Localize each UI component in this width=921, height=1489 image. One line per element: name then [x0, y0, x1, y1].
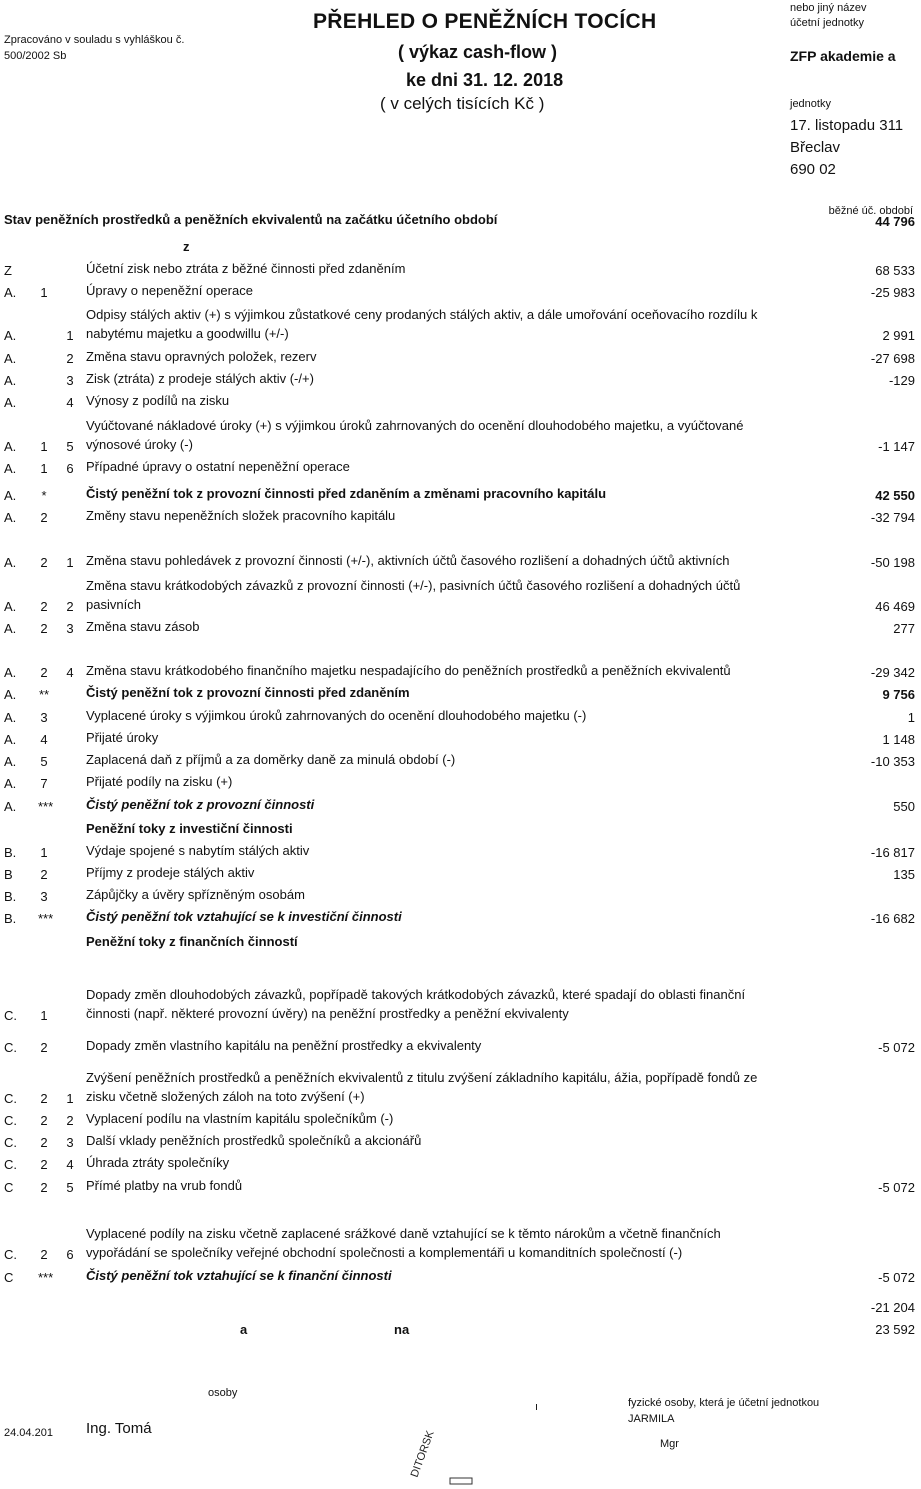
- row-value: 135: [893, 867, 915, 882]
- row-description: Vyplacené úroky s výjimkou úroků zahrnovaných do ocenění dlouhodobého majetku (-): [86, 708, 587, 723]
- row-value: 42 550: [875, 488, 915, 503]
- row-code-level2: 2: [66, 351, 74, 366]
- row-code-letter: A.: [4, 351, 17, 366]
- row-code-level1: 2: [40, 621, 48, 636]
- row-code-level1: 2: [40, 867, 48, 882]
- row-code-level1: 7: [40, 776, 48, 791]
- row-code-letter: A.: [4, 395, 17, 410]
- report-subtitle: ( výkaz cash-flow ): [398, 42, 558, 62]
- footer-right-line1: fyzické osoby, která je účetní jednotkou: [628, 1397, 820, 1409]
- row-value: -50 198: [870, 555, 915, 570]
- row-code-letter: A.: [4, 799, 17, 814]
- row-value: 1: [907, 710, 915, 725]
- row-value: 2 991: [882, 328, 915, 343]
- row-code-letter: A.: [4, 373, 17, 388]
- row-code-letter: A.: [4, 555, 17, 570]
- row-description: Vyúčtované nákladové úroky (+) s výjimkou úroků zahrnovaných do ocenění dlouhodobého majetku, a vyúčtované výnosové úroky (-): [86, 418, 744, 452]
- row-code-level1: 1: [40, 285, 48, 300]
- report-date: ke dni 31. 12. 2018: [406, 70, 564, 90]
- footer-right-line2: JARMILA: [628, 1413, 675, 1425]
- row-code-level1: **: [38, 687, 50, 702]
- row-description: Úpravy o nepeněžní operace: [86, 283, 253, 298]
- row-description: Čistý peněžní tok vztahující se k investiční činnosti: [86, 909, 402, 924]
- row-value: -1 147: [878, 439, 915, 454]
- row-code-level2: 1: [66, 328, 74, 343]
- row-code-level1: ***: [38, 911, 54, 926]
- row-description: Zisk (ztráta) z prodeje stálých aktiv (-/+): [86, 371, 314, 386]
- row-value: -16 817: [870, 845, 915, 860]
- row-code-letter: C: [4, 1180, 14, 1195]
- column-header-current-period: běžné úč. období: [828, 205, 913, 217]
- footer-fragment-a: a: [240, 1322, 248, 1337]
- row-description: Peněžní toky z investiční činnosti: [86, 821, 293, 836]
- row-code-level2: 3: [66, 621, 74, 636]
- row-code-level2: 3: [66, 373, 74, 388]
- row-description: Vyplacené podíly na zisku včetně zaplacené srážkové daně vztahující se k těmto nárokům a včetně finančních vypořádání se společníky veřejné obchodní společnosti a komplementáři u komanditních společností (-): [86, 1226, 721, 1260]
- row-description: Dopady změn dlouhodobých závazků, popřípadě takových krátkodobých závazků, které spadají do oblasti finanční činnosti (např. některé provozní úvěry) na peněžní prostředky a peněžní ekvivalenty: [86, 987, 746, 1021]
- row-code-letter: A.: [4, 687, 17, 702]
- row-description: Vyplacení podílu na vlastním kapitálu společníkům (-): [86, 1111, 394, 1126]
- row-description: Peněžní toky z finančních činností: [86, 934, 298, 949]
- row-code-letter: C.: [4, 1157, 17, 1172]
- signer-name: Ing. Tomá: [86, 1420, 152, 1437]
- row-code-level2: 5: [66, 439, 74, 454]
- row-description: Výdaje spojené s nabytím stálých aktiv: [86, 843, 310, 858]
- row-code-level1: 3: [40, 710, 48, 725]
- end-balance-value: 23 592: [875, 1322, 915, 1337]
- row-value: -25 983: [870, 285, 915, 300]
- row-code-level1: 4: [40, 732, 48, 747]
- row-code-level2: 1: [66, 555, 74, 570]
- row-code-level2: 6: [66, 461, 74, 476]
- row-description: Odpisy stálých aktiv (+) s výjimkou zůstatkové ceny prodaných stálých aktiv, a dále umořování oceňovacího rozdílu k nabytému majetku a goodwillu (+/-): [86, 307, 758, 341]
- row-code-level1: 1: [40, 1008, 48, 1023]
- row-code-letter: C.: [4, 1113, 17, 1128]
- row-value: -10 353: [870, 754, 915, 769]
- row-code-level1: 5: [40, 754, 48, 769]
- stamp-mark-icon: [420, 1410, 480, 1489]
- stamp-text: DITORSK: [408, 1429, 437, 1479]
- row-value: -27 698: [870, 351, 915, 366]
- row-value: -32 794: [870, 510, 915, 525]
- row-value: -16 682: [870, 911, 915, 926]
- row-code-letter: B: [4, 867, 13, 882]
- row-code-letter: A.: [4, 488, 17, 503]
- row-code-letter: A.: [4, 328, 17, 343]
- org-label-name: nebo jiný název: [790, 2, 867, 14]
- row-code-level1: 2: [40, 665, 48, 680]
- row-code-letter: A.: [4, 732, 17, 747]
- row-description: Přijaté úroky: [86, 730, 159, 745]
- row-code-letter: A.: [4, 665, 17, 680]
- footer-fragment-i: ı: [535, 1401, 539, 1413]
- row-code-letter: A.: [4, 710, 17, 725]
- row-code-letter: A.: [4, 510, 17, 525]
- row-code-letter: A.: [4, 461, 17, 476]
- row-description: Dopady změn vlastního kapitálu na peněžní prostředky a ekvivalenty: [86, 1038, 482, 1053]
- row-description: Zaplacená daň z příjmů a za doměrky daně za minulá období (-): [86, 752, 456, 767]
- row-description: Čistý peněžní tok z provozní činnosti před zdaněním: [86, 685, 410, 700]
- row-code-level1: 3: [40, 889, 48, 904]
- row-code-letter: C: [4, 1270, 14, 1285]
- row-value: -29 342: [870, 665, 915, 680]
- signature-date: 24.04.201: [4, 1427, 53, 1439]
- row-code-letter: A.: [4, 285, 17, 300]
- row-code-level2: 2: [66, 599, 74, 614]
- row-description: Změna stavu krátkodobého finančního majetku nespadajícího do peněžních prostředků a peněžních ekvivalentů: [86, 663, 731, 678]
- row-code-level1: ***: [38, 1270, 54, 1285]
- row-description: Změna stavu pohledávek z provozní činnosti (+/-), aktivních účtů časového rozlišení a dohadných účtů aktivních: [86, 553, 730, 568]
- row-value: -5 072: [878, 1270, 915, 1285]
- net-change-value: -21 204: [870, 1300, 915, 1315]
- row-code-level1: 2: [40, 555, 48, 570]
- row-description: Příjmy z prodeje stálých aktiv: [86, 865, 255, 880]
- row-code-level1: 2: [40, 1091, 48, 1106]
- row-description: Další vklady peněžních prostředků společníků a akcionářů: [86, 1133, 422, 1148]
- row-value: -5 072: [878, 1180, 915, 1195]
- org-address-street: 17. listopadu 311: [790, 117, 904, 134]
- row-description: Přímé platby na vrub fondů: [86, 1178, 243, 1193]
- row-value: 1 148: [882, 732, 915, 747]
- row-code-letter: C.: [4, 1135, 17, 1150]
- row-code-letter: A.: [4, 621, 17, 636]
- row-code-level1: 2: [40, 1113, 48, 1128]
- row-code-level1: 2: [40, 599, 48, 614]
- row-description: Přijaté podíly na zisku (+): [86, 774, 233, 789]
- row-description: Čistý peněžní tok vztahující se k finanční činnosti: [86, 1268, 392, 1283]
- row-description: Čistý peněžní tok z provozní činnosti před zdaněním a změnami pracovního kapitálu: [86, 486, 607, 501]
- row-description: Změna stavu krátkodobých závazků z provozní činnosti (+/-), pasivních účtů časového rozlišení a dohadných účtů pasivních: [86, 578, 741, 612]
- row-code-letter: A.: [4, 439, 17, 454]
- row-description: Účetní zisk nebo ztráta z běžné činnosti před zdaněním: [86, 261, 406, 276]
- row-description: Zvýšení peněžních prostředků a peněžních ekvivalentů z titulu zvýšení základního kapitálu, ážia, popřípadě fondů ze zisku včetně složených záloh na toto zvýšení (+): [86, 1070, 758, 1104]
- row-code-level2: 4: [66, 665, 74, 680]
- row-code-level1: 1: [40, 461, 48, 476]
- footer-right-line3: Mgr: [660, 1438, 679, 1450]
- row-code-level1: 2: [40, 1040, 48, 1055]
- legal-basis-line1: Zpracováno v souladu s vyhláškou č.: [4, 34, 185, 46]
- org-label-seat: jednotky: [790, 98, 831, 110]
- row-code-level1: ***: [38, 799, 54, 814]
- row-code-level1: 2: [40, 1180, 48, 1195]
- row-description: Stav peněžních prostředků a peněžních ekvivalentů na začátku účetního období: [4, 212, 498, 227]
- row-value: 550: [893, 799, 915, 814]
- row-code-letter: Z: [4, 263, 12, 278]
- stamp: [408, 1410, 480, 1489]
- row-value: 9 756: [882, 687, 915, 702]
- row-value: 68 533: [875, 263, 915, 278]
- row-description: Změna stavu opravných položek, rezerv: [86, 349, 317, 364]
- row-code-letter: C.: [4, 1247, 17, 1262]
- row-code-level2: 4: [66, 395, 74, 410]
- row-code-letter: A.: [4, 599, 17, 614]
- row-code-letter: A.: [4, 754, 17, 769]
- row-code-letter: B.: [4, 911, 17, 926]
- row-code-level1: *: [41, 488, 47, 503]
- legal-basis-line2: 500/2002 Sb: [4, 50, 67, 62]
- row-code-letter: B.: [4, 889, 17, 904]
- row-code-letter: C.: [4, 1008, 17, 1023]
- row-code-letter: B.: [4, 845, 17, 860]
- row-code-level1: 1: [40, 439, 48, 454]
- row-code-level2: 5: [66, 1180, 74, 1195]
- org-label-unit: účetní jednotky: [790, 17, 864, 29]
- row-code-level2: 6: [66, 1247, 74, 1262]
- row-code-level1: 1: [40, 845, 48, 860]
- row-value: -129: [888, 373, 915, 388]
- org-address-city: Břeclav: [790, 139, 841, 156]
- row-code-level1: 2: [40, 1157, 48, 1172]
- org-name: ZFP akademie a: [790, 48, 896, 64]
- row-value: 46 469: [875, 599, 915, 614]
- row-description: Případné úpravy o ostatní nepeněžní operace: [86, 459, 350, 474]
- row-code-letter: A.: [4, 776, 17, 791]
- report-units: ( v celých tisících Kč ): [380, 94, 545, 113]
- row-description: Čistý peněžní tok z provozní činnosti: [86, 797, 315, 812]
- row-description: Výnosy z podílů na zisku: [86, 393, 230, 408]
- row-description: Úhrada ztráty společníky: [86, 1155, 230, 1170]
- footer-fragment-na: na: [394, 1322, 410, 1337]
- footer-fragment-osoby: osoby: [208, 1387, 238, 1399]
- row-code-letter: C.: [4, 1091, 17, 1106]
- row-code-level2: 3: [66, 1135, 74, 1150]
- row-description: Zápůjčky a úvěry spřízněným osobám: [86, 887, 305, 902]
- row-code-level1: 2: [40, 1247, 48, 1262]
- row-value: 44 796: [875, 214, 915, 229]
- row-value: 277: [893, 621, 915, 636]
- row-value: -5 072: [878, 1040, 915, 1055]
- row-code-level2: 1: [66, 1091, 74, 1106]
- row-code-letter: C.: [4, 1040, 17, 1055]
- row-code-level2: 4: [66, 1157, 74, 1172]
- row-description: Změny stavu nepeněžních složek pracovního kapitálu: [86, 508, 396, 523]
- row-code-level2: 2: [66, 1113, 74, 1128]
- org-address-zip: 690 02: [790, 161, 836, 178]
- row-description: z: [183, 239, 190, 254]
- row-code-level1: 2: [40, 1135, 48, 1150]
- report-title: PŘEHLED O PENĚŽNÍCH TOCÍCH: [313, 10, 657, 33]
- row-description: Změna stavu zásob: [86, 619, 200, 634]
- row-code-level1: 2: [40, 510, 48, 525]
